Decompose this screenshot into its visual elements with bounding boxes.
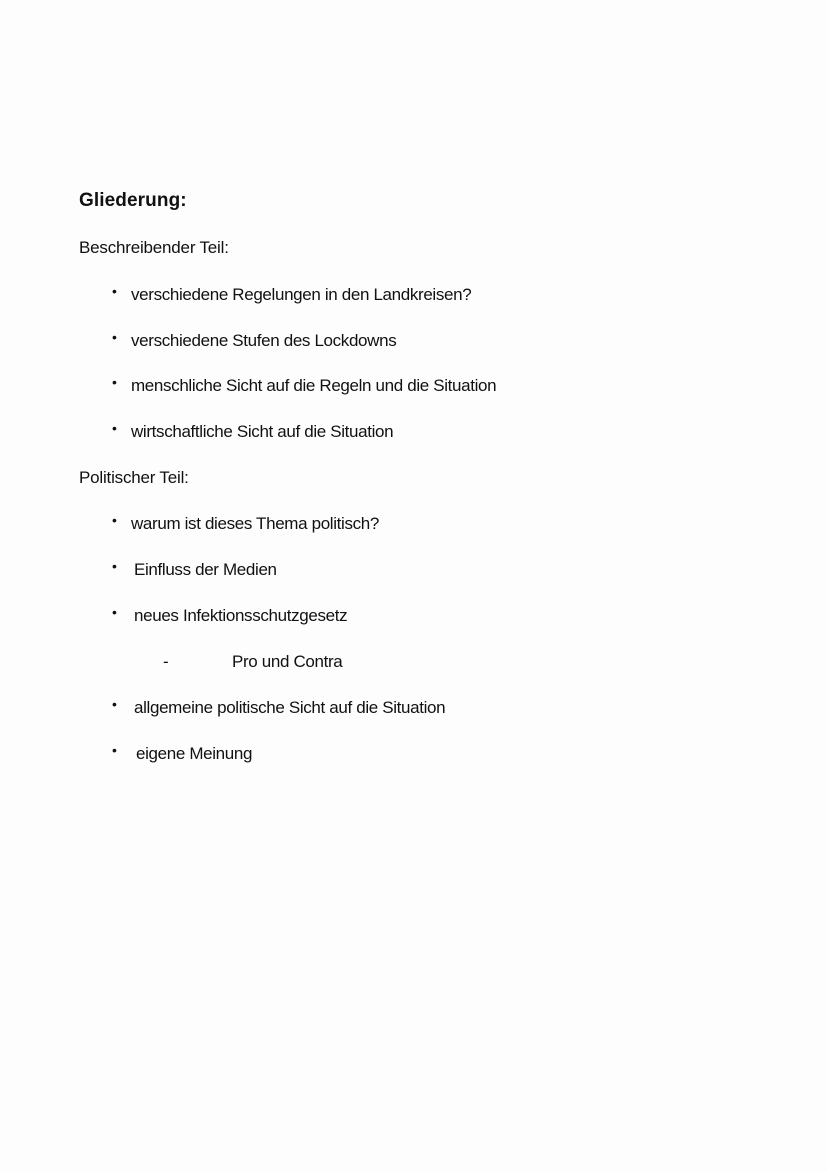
- list-item-text: eigene Meinung: [136, 744, 253, 763]
- bullet-icon: •: [112, 420, 117, 436]
- bullet-icon: •: [112, 512, 117, 528]
- list-item-text: verschiedene Stufen des Lockdowns: [131, 331, 397, 350]
- bullet-icon: •: [112, 329, 117, 345]
- sub-list-item-text: Pro und Contra: [232, 652, 343, 671]
- section-title-political: Politischer Teil:: [79, 468, 189, 487]
- list-item-text: Einfluss der Medien: [134, 560, 277, 579]
- bullet-icon: •: [112, 742, 117, 758]
- section-title-descriptive: Beschreibender Teil:: [79, 238, 229, 257]
- bullet-icon: •: [112, 604, 117, 620]
- bullet-icon: •: [112, 283, 117, 299]
- list-item-text: menschliche Sicht auf die Regeln und die Situation: [131, 376, 497, 395]
- list-item-text: allgemeine politische Sicht auf die Situation: [134, 698, 446, 717]
- list-item-text: warum ist dieses Thema politisch?: [131, 514, 379, 533]
- list-item-text: verschiedene Regelungen in den Landkreisen?: [131, 285, 472, 304]
- list-item-text: neues Infektionsschutzgesetz: [134, 606, 348, 625]
- bullet-icon: •: [112, 558, 117, 574]
- bullet-icon: •: [112, 374, 117, 390]
- dash-icon: -: [163, 652, 169, 671]
- list-item-text: wirtschaftliche Sicht auf die Situation: [131, 422, 394, 441]
- bullet-icon: •: [112, 696, 117, 712]
- outline-heading: Gliederung:: [79, 190, 187, 211]
